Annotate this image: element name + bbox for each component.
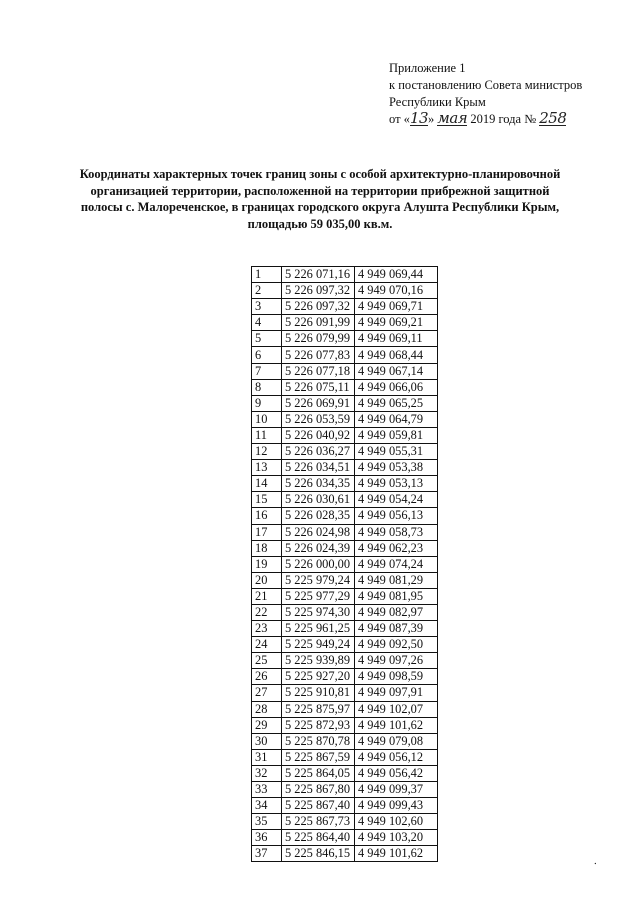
y-coordinate-cell: 4 949 065,25 bbox=[355, 395, 438, 411]
y-coordinate-cell: 4 949 056,42 bbox=[355, 765, 438, 781]
point-number-cell: 23 bbox=[252, 621, 282, 637]
x-coordinate-cell: 5 225 910,81 bbox=[282, 685, 355, 701]
x-coordinate-cell: 5 226 000,00 bbox=[282, 556, 355, 572]
appendix-resolution-line: к постановлению Совета министров bbox=[389, 78, 583, 92]
y-coordinate-cell: 4 949 081,29 bbox=[355, 572, 438, 588]
x-coordinate-cell: 5 225 949,24 bbox=[282, 637, 355, 653]
appendix-date-line bbox=[389, 111, 629, 128]
x-coordinate-cell: 5 226 097,32 bbox=[282, 299, 355, 315]
point-number-cell: 31 bbox=[252, 749, 282, 765]
table-row bbox=[252, 846, 438, 862]
x-coordinate-cell: 5 226 091,99 bbox=[282, 315, 355, 331]
appendix-republic-line: Республики Крым bbox=[389, 95, 486, 109]
x-coordinate-cell: 5 226 079,99 bbox=[282, 331, 355, 347]
y-coordinate-cell: 4 949 056,13 bbox=[355, 508, 438, 524]
date-prefix: от « bbox=[389, 112, 410, 126]
x-coordinate-cell: 5 226 028,35 bbox=[282, 508, 355, 524]
table-row bbox=[252, 476, 438, 492]
date-quote-close: » bbox=[428, 112, 435, 126]
x-coordinate-cell: 5 225 864,05 bbox=[282, 765, 355, 781]
x-coordinate-cell: 5 225 870,78 bbox=[282, 733, 355, 749]
point-number-cell: 3 bbox=[252, 299, 282, 315]
x-coordinate-cell: 5 225 867,59 bbox=[282, 749, 355, 765]
table-row bbox=[252, 733, 438, 749]
x-coordinate-cell: 5 226 075,11 bbox=[282, 379, 355, 395]
point-number-cell: 10 bbox=[252, 411, 282, 427]
table-row bbox=[252, 782, 438, 798]
table-row bbox=[252, 540, 438, 556]
x-coordinate-cell: 5 226 053,59 bbox=[282, 411, 355, 427]
table-row bbox=[252, 572, 438, 588]
appendix-title: Приложение 1 bbox=[389, 61, 466, 75]
y-coordinate-cell: 4 949 062,23 bbox=[355, 540, 438, 556]
y-coordinate-cell: 4 949 081,95 bbox=[355, 588, 438, 604]
corner-mark: ⸱ bbox=[594, 859, 597, 870]
coordinates-table-body bbox=[252, 267, 438, 862]
x-coordinate-cell: 5 226 030,61 bbox=[282, 492, 355, 508]
point-number-cell: 19 bbox=[252, 556, 282, 572]
y-coordinate-cell: 4 949 058,73 bbox=[355, 524, 438, 540]
point-number-cell: 30 bbox=[252, 733, 282, 749]
point-number-cell: 4 bbox=[252, 315, 282, 331]
y-coordinate-cell: 4 949 059,81 bbox=[355, 427, 438, 443]
y-coordinate-cell: 4 949 069,71 bbox=[355, 299, 438, 315]
table-row bbox=[252, 395, 438, 411]
table-row bbox=[252, 637, 438, 653]
point-number-cell: 36 bbox=[252, 830, 282, 846]
point-number-cell: 7 bbox=[252, 363, 282, 379]
y-coordinate-cell: 4 949 070,16 bbox=[355, 283, 438, 299]
point-number-cell: 6 bbox=[252, 347, 282, 363]
point-number-cell: 22 bbox=[252, 604, 282, 620]
x-coordinate-cell: 5 225 872,93 bbox=[282, 717, 355, 733]
coordinates-table bbox=[251, 266, 438, 862]
x-coordinate-cell: 5 226 077,83 bbox=[282, 347, 355, 363]
y-coordinate-cell: 4 949 101,62 bbox=[355, 846, 438, 862]
y-coordinate-cell: 4 949 067,14 bbox=[355, 363, 438, 379]
point-number-cell: 12 bbox=[252, 444, 282, 460]
point-number-cell: 2 bbox=[252, 283, 282, 299]
point-number-cell: 32 bbox=[252, 765, 282, 781]
point-number-cell: 18 bbox=[252, 540, 282, 556]
y-coordinate-cell: 4 949 099,37 bbox=[355, 782, 438, 798]
x-coordinate-cell: 5 225 974,30 bbox=[282, 604, 355, 620]
x-coordinate-cell: 5 225 939,89 bbox=[282, 653, 355, 669]
document-title: Координаты характерных точек границ зоны с особой архитектурно-планировочной организацией территории, расположенной на территории прибрежной защитной полосы с. Малореченское, в границах городского округа Алушта Республики Крым, площадью 59 035,00 кв.м. bbox=[79, 167, 561, 231]
point-number-cell: 15 bbox=[252, 492, 282, 508]
x-coordinate-cell: 5 226 034,35 bbox=[282, 476, 355, 492]
y-coordinate-cell: 4 949 098,59 bbox=[355, 669, 438, 685]
table-row bbox=[252, 814, 438, 830]
table-row bbox=[252, 717, 438, 733]
table-row bbox=[252, 830, 438, 846]
y-coordinate-cell: 4 949 102,07 bbox=[355, 701, 438, 717]
table-row bbox=[252, 379, 438, 395]
y-coordinate-cell: 4 949 097,91 bbox=[355, 685, 438, 701]
table-row bbox=[252, 492, 438, 508]
table-row bbox=[252, 524, 438, 540]
x-coordinate-cell: 5 225 867,40 bbox=[282, 798, 355, 814]
point-number-cell: 16 bbox=[252, 508, 282, 524]
x-coordinate-cell: 5 226 034,51 bbox=[282, 460, 355, 476]
point-number-cell: 26 bbox=[252, 669, 282, 685]
y-coordinate-cell: 4 949 099,43 bbox=[355, 798, 438, 814]
y-coordinate-cell: 4 949 069,44 bbox=[355, 267, 438, 283]
y-coordinate-cell: 4 949 074,24 bbox=[355, 556, 438, 572]
table-row bbox=[252, 621, 438, 637]
handwritten-number: 258 bbox=[539, 109, 567, 127]
x-coordinate-cell: 5 226 024,98 bbox=[282, 524, 355, 540]
table-row bbox=[252, 604, 438, 620]
point-number-cell: 5 bbox=[252, 331, 282, 347]
table-row bbox=[252, 556, 438, 572]
table-row bbox=[252, 444, 438, 460]
point-number-cell: 8 bbox=[252, 379, 282, 395]
table-row bbox=[252, 669, 438, 685]
x-coordinate-cell: 5 225 927,20 bbox=[282, 669, 355, 685]
point-number-cell: 24 bbox=[252, 637, 282, 653]
point-number-cell: 34 bbox=[252, 798, 282, 814]
x-coordinate-cell: 5 226 077,18 bbox=[282, 363, 355, 379]
y-coordinate-cell: 4 949 054,24 bbox=[355, 492, 438, 508]
table-row bbox=[252, 411, 438, 427]
y-coordinate-cell: 4 949 069,21 bbox=[355, 315, 438, 331]
table-row bbox=[252, 315, 438, 331]
point-number-cell: 1 bbox=[252, 267, 282, 283]
x-coordinate-cell: 5 225 867,73 bbox=[282, 814, 355, 830]
table-row bbox=[252, 363, 438, 379]
y-coordinate-cell: 4 949 102,60 bbox=[355, 814, 438, 830]
table-row bbox=[252, 701, 438, 717]
y-coordinate-cell: 4 949 092,50 bbox=[355, 637, 438, 653]
y-coordinate-cell: 4 949 103,20 bbox=[355, 830, 438, 846]
point-number-cell: 29 bbox=[252, 717, 282, 733]
x-coordinate-cell: 5 226 024,39 bbox=[282, 540, 355, 556]
table-row bbox=[252, 685, 438, 701]
point-number-cell: 13 bbox=[252, 460, 282, 476]
x-coordinate-cell: 5 226 036,27 bbox=[282, 444, 355, 460]
point-number-cell: 14 bbox=[252, 476, 282, 492]
x-coordinate-cell: 5 226 071,16 bbox=[282, 267, 355, 283]
point-number-cell: 25 bbox=[252, 653, 282, 669]
x-coordinate-cell: 5 226 069,91 bbox=[282, 395, 355, 411]
y-coordinate-cell: 4 949 082,97 bbox=[355, 604, 438, 620]
date-year-text: 2019 года № bbox=[470, 112, 537, 126]
table-row bbox=[252, 508, 438, 524]
appendix-header bbox=[389, 60, 629, 128]
x-coordinate-cell: 5 225 875,97 bbox=[282, 701, 355, 717]
x-coordinate-cell: 5 225 961,25 bbox=[282, 621, 355, 637]
table-row bbox=[252, 283, 438, 299]
point-number-cell: 9 bbox=[252, 395, 282, 411]
y-coordinate-cell: 4 949 064,79 bbox=[355, 411, 438, 427]
table-row bbox=[252, 427, 438, 443]
table-row bbox=[252, 588, 438, 604]
handwritten-month: мая bbox=[437, 109, 468, 127]
x-coordinate-cell: 5 225 846,15 bbox=[282, 846, 355, 862]
point-number-cell: 20 bbox=[252, 572, 282, 588]
y-coordinate-cell: 4 949 053,13 bbox=[355, 476, 438, 492]
table-row bbox=[252, 798, 438, 814]
x-coordinate-cell: 5 225 979,24 bbox=[282, 572, 355, 588]
table-row bbox=[252, 347, 438, 363]
point-number-cell: 27 bbox=[252, 685, 282, 701]
y-coordinate-cell: 4 949 053,38 bbox=[355, 460, 438, 476]
y-coordinate-cell: 4 949 069,11 bbox=[355, 331, 438, 347]
y-coordinate-cell: 4 949 055,31 bbox=[355, 444, 438, 460]
point-number-cell: 33 bbox=[252, 782, 282, 798]
handwritten-day: 13 bbox=[409, 109, 429, 127]
point-number-cell: 11 bbox=[252, 427, 282, 443]
y-coordinate-cell: 4 949 097,26 bbox=[355, 653, 438, 669]
point-number-cell: 17 bbox=[252, 524, 282, 540]
table-row bbox=[252, 653, 438, 669]
x-coordinate-cell: 5 226 097,32 bbox=[282, 283, 355, 299]
x-coordinate-cell: 5 225 867,80 bbox=[282, 782, 355, 798]
table-row bbox=[252, 749, 438, 765]
table-row bbox=[252, 460, 438, 476]
x-coordinate-cell: 5 225 864,40 bbox=[282, 830, 355, 846]
table-row bbox=[252, 765, 438, 781]
y-coordinate-cell: 4 949 068,44 bbox=[355, 347, 438, 363]
point-number-cell: 37 bbox=[252, 846, 282, 862]
point-number-cell: 21 bbox=[252, 588, 282, 604]
y-coordinate-cell: 4 949 087,39 bbox=[355, 621, 438, 637]
y-coordinate-cell: 4 949 056,12 bbox=[355, 749, 438, 765]
point-number-cell: 35 bbox=[252, 814, 282, 830]
y-coordinate-cell: 4 949 066,06 bbox=[355, 379, 438, 395]
x-coordinate-cell: 5 226 040,92 bbox=[282, 427, 355, 443]
y-coordinate-cell: 4 949 101,62 bbox=[355, 717, 438, 733]
point-number-cell: 28 bbox=[252, 701, 282, 717]
table-row bbox=[252, 331, 438, 347]
x-coordinate-cell: 5 225 977,29 bbox=[282, 588, 355, 604]
table-row bbox=[252, 267, 438, 283]
y-coordinate-cell: 4 949 079,08 bbox=[355, 733, 438, 749]
table-row bbox=[252, 299, 438, 315]
